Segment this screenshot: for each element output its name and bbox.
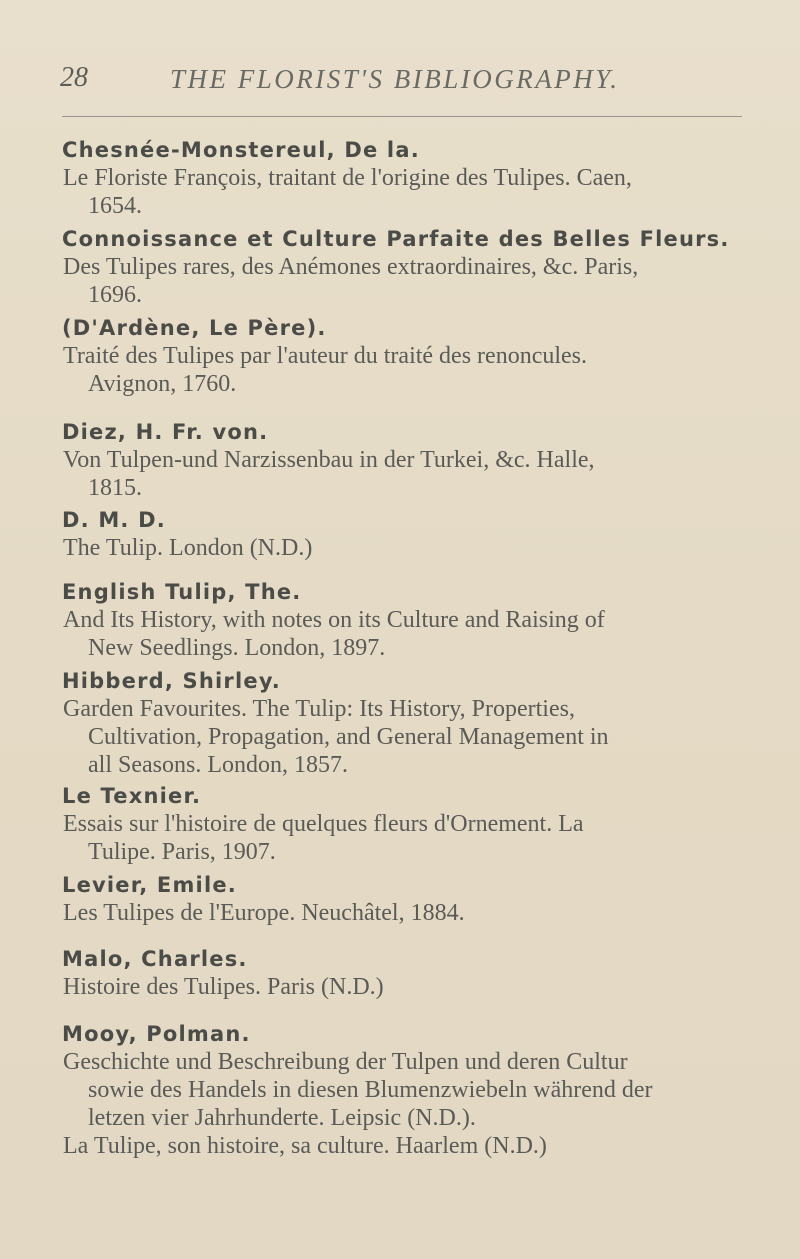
entry-title-line: Histoire des Tulipes. Paris (N.D.) bbox=[63, 974, 384, 1000]
entry-title-line: And Its History, with notes on its Culture and Raising of bbox=[63, 607, 605, 633]
entry-author: (D'Ardène, Le Père). bbox=[62, 316, 327, 340]
entry-title-line: Cultivation, Propagation, and General Management in bbox=[88, 724, 609, 750]
bibliography-entry bbox=[62, 871, 762, 927]
bibliography-entry bbox=[62, 506, 762, 562]
entry-author: Mooy, Polman. bbox=[62, 1022, 251, 1046]
bibliography-entry bbox=[62, 225, 762, 309]
entry-title-line: 1654. bbox=[88, 193, 142, 219]
entry-title-line: Le Floriste François, traitant de l'origine des Tulipes. Caen, bbox=[63, 165, 632, 191]
bibliography-entry bbox=[62, 945, 762, 1001]
entry-author: Hibberd, Shirley. bbox=[62, 669, 281, 693]
bibliography-entry bbox=[62, 1020, 762, 1160]
bibliography-entry bbox=[62, 578, 762, 662]
header-rule bbox=[62, 116, 742, 117]
entry-title-line: letzen vier Jahrhunderte. Leipsic (N.D.). bbox=[88, 1105, 476, 1131]
entry-author: Malo, Charles. bbox=[62, 947, 248, 971]
entry-title-line: Les Tulipes de l'Europe. Neuchâtel, 1884. bbox=[63, 900, 465, 926]
bibliography-entry bbox=[62, 667, 762, 779]
entry-title-line: Von Tulpen-und Narzissenbau in der Turkei, &c. Halle, bbox=[63, 447, 595, 473]
entry-title-line: The Tulip. London (N.D.) bbox=[63, 535, 313, 561]
entry-author: D. M. D. bbox=[62, 508, 166, 532]
bibliography-entry bbox=[62, 418, 762, 502]
bibliography-entry bbox=[62, 314, 762, 398]
entry-author: Le Texnier. bbox=[62, 784, 202, 808]
bibliography-entry bbox=[62, 136, 762, 220]
page-number: 28 bbox=[60, 62, 88, 93]
entry-title-line: La Tulipe, son histoire, sa culture. Haarlem (N.D.) bbox=[63, 1133, 547, 1159]
entry-author: Chesnée-Monstereul, De la. bbox=[62, 138, 420, 162]
entry-title-line: 1696. bbox=[88, 282, 142, 308]
entry-title-line: sowie des Handels in diesen Blumenzwiebeln während der bbox=[88, 1077, 653, 1103]
entry-title-line: Geschichte und Beschreibung der Tulpen und deren Cultur bbox=[63, 1049, 628, 1075]
entry-author: Connoissance et Culture Parfaite des Belles Fleurs. bbox=[62, 227, 730, 251]
entry-author: Diez, H. Fr. von. bbox=[62, 420, 269, 444]
entry-title-line: Tulipe. Paris, 1907. bbox=[88, 839, 276, 865]
entry-title-line: Traité des Tulipes par l'auteur du traité des renoncules. bbox=[63, 343, 588, 369]
entry-author: Levier, Emile. bbox=[62, 873, 237, 897]
entry-title-line: New Seedlings. London, 1897. bbox=[88, 635, 386, 661]
entry-title-line: Essais sur l'histoire de quelques fleurs d'Ornement. La bbox=[63, 811, 584, 837]
entry-title-line: Des Tulipes rares, des Anémones extraordinaires, &c. Paris, bbox=[63, 254, 639, 280]
page-header bbox=[58, 62, 758, 102]
entry-title-line: Avignon, 1760. bbox=[88, 371, 237, 397]
entry-author: English Tulip, The. bbox=[62, 580, 302, 604]
bibliography-entry bbox=[62, 782, 762, 866]
entry-title-line: Garden Favourites. The Tulip: Its History, Properties, bbox=[63, 696, 575, 722]
entry-title-line: all Seasons. London, 1857. bbox=[88, 752, 348, 778]
running-head: THE FLORIST'S BIBLIOGRAPHY. bbox=[170, 64, 620, 94]
entry-title-line: 1815. bbox=[88, 475, 142, 501]
